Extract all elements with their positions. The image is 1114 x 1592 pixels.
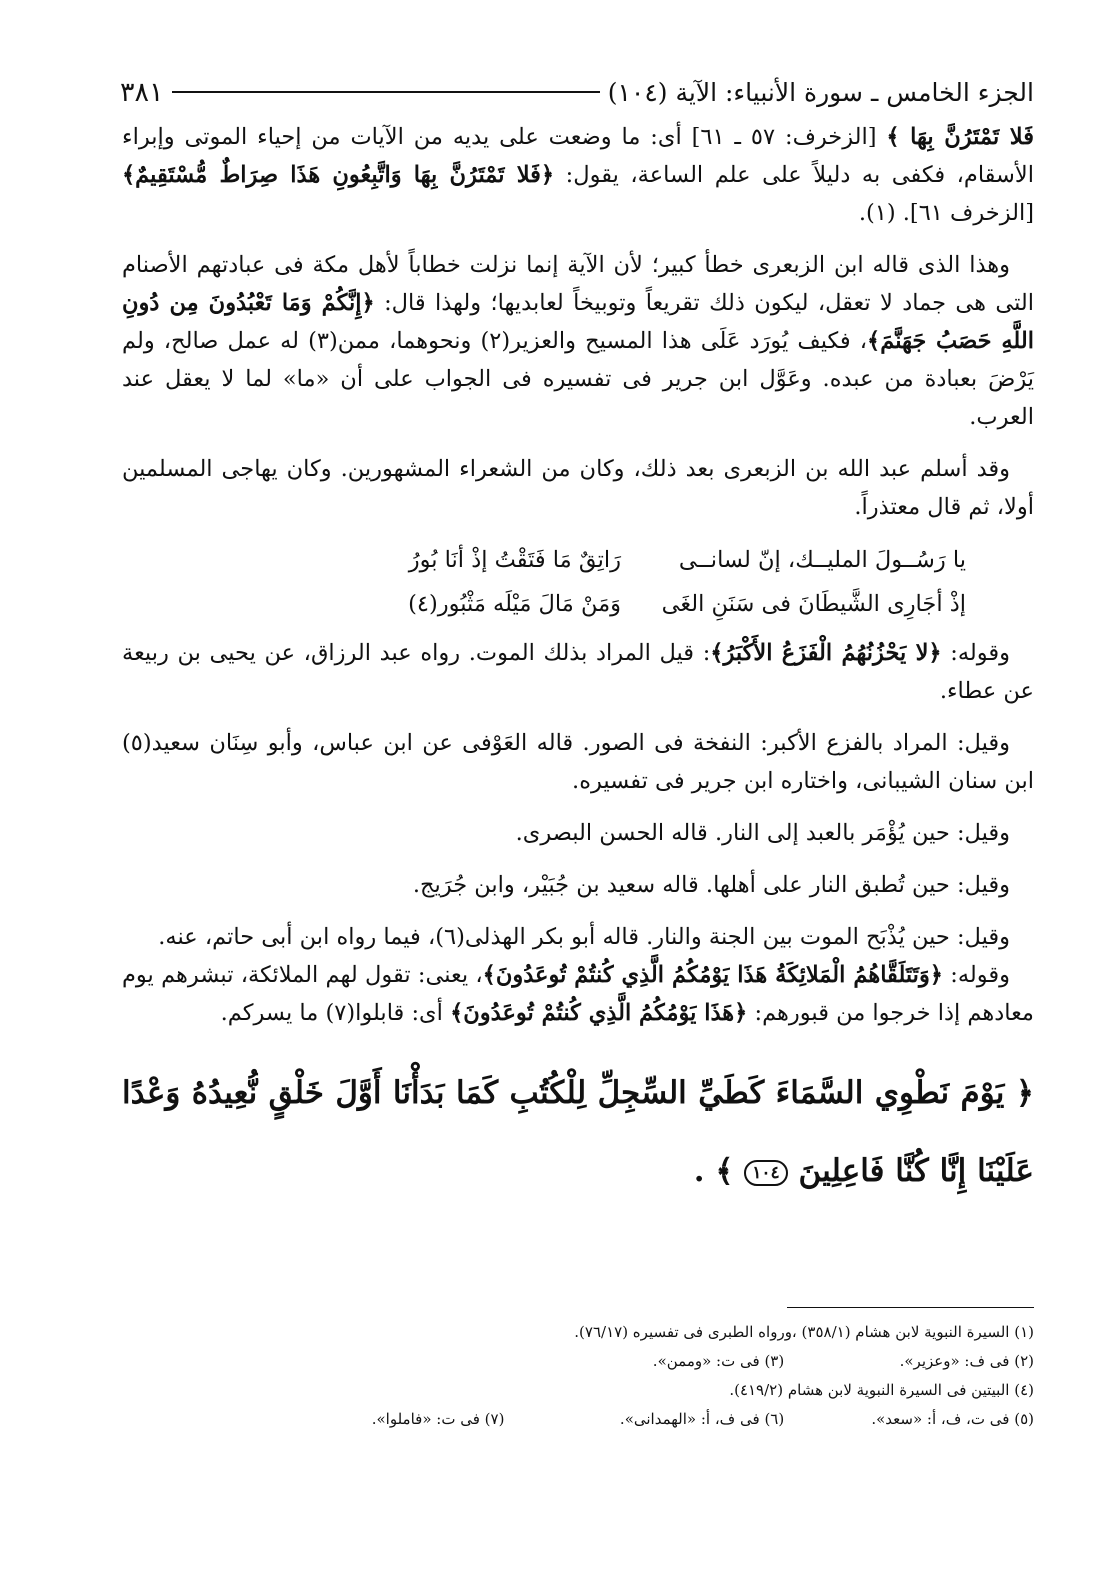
verse-end: ﴾ .	[693, 1153, 734, 1189]
quran-verse	[122, 1054, 1034, 1210]
paragraph-4	[122, 634, 1034, 710]
page-number: ٣٨١	[120, 76, 164, 108]
poem-verse	[122, 538, 1034, 582]
footnote: (٧) فى ت: «فاملوا».	[371, 1410, 505, 1428]
header-title: الجزء الخامس ـ سورة الأنبياء: الآية (١٠٤)	[607, 77, 1034, 107]
footnote-line	[122, 1405, 1034, 1434]
paragraph-3	[122, 450, 1034, 526]
paragraph-8	[122, 918, 1034, 956]
footnote: (٢) فى ف: «وعزير».	[899, 1352, 1034, 1370]
paragraph-text: وقد أسلم عبد الله بن الزبعرى بعد ذلك، وكان من الشعراء المشهورين. وكان يهاجى المسلمين أولا، ثم قال معتذراً.	[122, 456, 1034, 520]
footnote-line	[122, 1376, 1034, 1405]
quran-quote: فَلا تَمْتَرُنَّ بِهَا ﴾	[886, 124, 1034, 150]
footnote: (٣) فى ت: «وممن».	[652, 1352, 785, 1370]
quran-quote: ﴿فَلا تَمْتَرُنَّ بِهَا وَاتَّبِعُونِ هَذَا صِرَاطٌ مُّسْتَقِيمٌ﴾	[122, 162, 555, 188]
poem-hemistich-first: يا رَسُــولَ المليــك، إنّ لسانــى	[678, 547, 966, 573]
poem	[122, 538, 1034, 626]
paragraph-text: وقيل: حين تُطبق النار على أهلها. قاله سعيد بن جُبَيْر، وابن جُرَيج.	[412, 872, 1010, 898]
paragraph-text: وقيل: المراد بالفزع الأكبر: النفخة فى الصور. قاله العَوْفى عن ابن عباس، وأبو سِنَان سعيد(٥) ابن سنان الشيبانى، واختاره ابن جرير فى تفسيره.	[122, 730, 1034, 794]
verse-text: ﴿ يَوْمَ نَطْوِي السَّمَاءَ كَطَيِّ السِّجِلِّ لِلْكُتُبِ كَمَا بَدَأْنَا أَوَّلَ خَلْقٍ نُّعِيدُهُ وَعْدًا عَلَيْنَا إِنَّا كُنَّا فَاعِلِينَ	[122, 1075, 1034, 1189]
poem-hemistich-second: وَمَنْ مَالَ مَيْلَه مَثْبُور(٤)	[408, 591, 621, 617]
footnote: (٥) فى ت، ف، أ: «سعد».	[871, 1410, 1034, 1428]
main-text	[122, 118, 1034, 1210]
quran-quote: ﴿إِنَّكُمْ وَمَا تَعْبُدُونَ مِن دُونِ اللَّهِ حَصَبُ جَهَنَّمَ﴾	[122, 290, 1034, 354]
paragraph-text: أى: قابلوا(٧) ما يسركم.	[220, 1000, 451, 1026]
paragraph-text: [الزخرف: ٥٧ ـ ٦١] أى: ما وضعت على يديه من الآيات من إحياء الموتى وإبراء الأسقام، فكفى به دليلاً على علم الساعة، يقول:	[122, 124, 1034, 188]
poem-hemistich-first: إذْ أجَارِى الشَّيطَانَ فى سَنَنِ الغَى	[661, 591, 966, 617]
footnote-line	[122, 1347, 1034, 1376]
paragraph-text: ، فكيف يُورَد عَلَى هذا المسيح والعزير(٢) ونحوهما، ممن(٣) له عمل صالح، ولم يَرْضَ بعبادة من عبده. وعَوَّل ابن جرير فى تفسيره فى الجواب على أن «ما» لما لا يعقل عند العرب.	[122, 328, 1034, 430]
footnotes	[122, 1318, 1034, 1434]
footnote: (٦) فى ف، أ: «الهمدانى».	[619, 1410, 785, 1428]
header-rule	[172, 91, 600, 93]
paragraph-text: وقوله:	[941, 640, 1010, 666]
paragraph-text: وهذا الذى قاله ابن الزبعرى خطأ كبير؛ لأن الآية إنما نزلت خطاباً لأهل مكة فى عبادتهم الأصنام التى هى جماد لا تعقل، ليكون ذلك تقريعاً وتوبيخاً لعابديها؛ ولهذا قال:	[122, 252, 1034, 316]
footnote-line	[122, 1318, 1034, 1347]
paragraph-text: ، يعنى: تقول لهم الملائكة، تبشرهم يوم معادهم إذا خرجوا من قبورهم:	[122, 962, 1034, 1026]
poem-hemistich-second: رَاتِقٌ مَا فَتَقْتُ إذْ أنَا بُورُ	[408, 547, 621, 573]
ayah-number-badge: ١٠٤	[744, 1160, 787, 1186]
paragraph-1	[122, 118, 1034, 232]
paragraph-7	[122, 866, 1034, 904]
paragraph-text: وقيل: حين يُذْبَح الموت بين الجنة والنار. قاله أبو بكر الهذلى(٦)، فيما رواه ابن أبى حاتم، عنه.	[158, 924, 1010, 950]
paragraph-9	[122, 956, 1034, 1032]
footnote-separator	[787, 1307, 1034, 1308]
quran-quote: ﴿وَتَتَلَقَّاهُمُ الْمَلائِكَةُ هَذَا يَوْمُكُمُ الَّذِي كُنتُمْ تُوعَدُونَ﴾	[482, 962, 943, 988]
paragraph-text: : قيل المراد بذلك الموت. رواه عبد الرزاق، عن يحيى بن ربيعة عن عطاء.	[122, 640, 1034, 704]
paragraph-5	[122, 724, 1034, 800]
quran-quote: ﴿هَذَا يَوْمُكُمُ الَّذِي كُنتُمْ تُوعَدُونَ﴾	[450, 1000, 748, 1026]
running-header	[120, 70, 1034, 114]
paragraph-text: وقوله:	[943, 962, 1011, 988]
paragraph-text: وقيل: حين يُؤْمَر بالعبد إلى النار. قاله الحسن البصرى.	[515, 820, 1010, 846]
footnote: (٤) البيتين فى السيرة النبوية لابن هشام (٤١٩/٢).	[729, 1381, 1034, 1399]
paragraph-text: [الزخرف ٦١]. (١).	[858, 200, 1034, 226]
quran-quote: ﴿لا يَحْزُنُهُمُ الْفَزَعُ الأَكْبَرُ﴾	[710, 640, 942, 666]
paragraph-6	[122, 814, 1034, 852]
paragraph-2	[122, 246, 1034, 436]
poem-verse	[122, 582, 1034, 626]
footnote: (١) السيرة النبوية لابن هشام (٣٥٨/١) ،ورواه الطبرى فى تفسيره (٧٦/١٧).	[574, 1323, 1034, 1341]
